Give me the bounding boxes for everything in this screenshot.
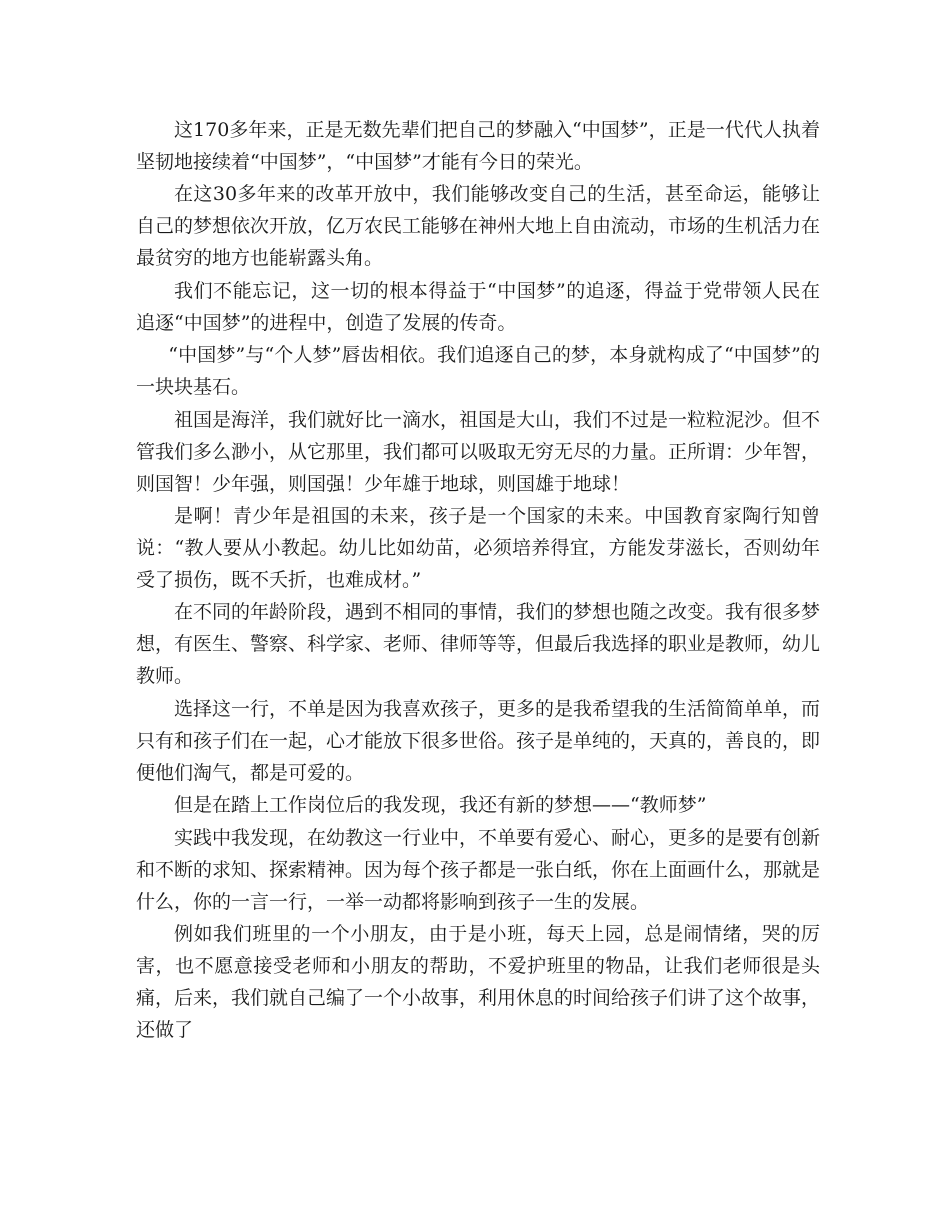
paragraph-9: 但是在踏上工作岗位后的我发现，我还有新的梦想——“教师梦” [174,794,707,817]
paragraph-11: 例如我们班里的一个小朋友，由于是小班，每天上园，总是闹情绪，哭的厉害，也不愿意接受老师和小朋友的帮助，不爱护班里的物品，让我们老师很是头痛，后来，我们就自己编了一个小故事，利用休息的时间给孩子们讲了这个故事，还做了 [136,922,821,1041]
document-body [136,114,820,1046]
paragraph-3: 我们不能忘记，这一切的根本得益于“中国梦”的追逐，得益于党带领人民在追逐“中国梦”的进程中，创造了发展的传奇。 [136,279,820,334]
paragraph-2: 在这30多年来的改革开放中，我们能够改变自己的生活，甚至命运，能够让自己的梦想依次开放，亿万农民工能够在神州大地上自由流动，市场的生机活力在最贫穷的地方也能崭露头角。 [136,183,821,270]
paragraph-4: “中国梦”与“个人梦”唇齿相依。我们追逐自己的梦，本身就构成了“中国梦”的一块块基石。 [136,344,820,399]
paragraph-7: 在不同的年龄阶段，遇到不相同的事情，我们的梦想也随之改变。我有很多梦想，有医生、警察、科学家、老师、律师等等，但最后我选择的职业是教师，幼儿教师。 [136,601,821,688]
paragraph-8: 选择这一行，不单是因为我喜欢孩子，更多的是我希望我的生活简简单单，而只有和孩子们在一起，心才能放下很多世俗。孩子是单纯的，天真的，善良的，即便他们淘气，都是可爱的。 [136,697,821,784]
paragraph-10: 实践中我发现，在幼教这一行业中，不单要有爱心、耐心，更多的是要有创新和不断的求知、探索精神。因为每个孩子都是一张白纸，你在上面画什么，那就是什么，你的一言一行，一举一动都将影响到孩子一生的发展。 [136,826,821,913]
paragraph-1: 这170多年来，正是无数先辈们把自己的梦融入“中国梦”，正是一代代人执着坚韧地接续着“中国梦”，“中国梦”才能有今日的荣光。 [136,119,820,173]
paragraph-6: 是啊！青少年是祖国的未来，孩子是一个国家的未来。中国教育家陶行知曾说：“教人要从小教起。幼儿比如幼苗，必须培养得宜，方能发芽滋长，否则幼年受了损伤，既不夭折，也难成材。” [136,504,820,591]
paragraph-5: 祖国是海洋，我们就好比一滴水，祖国是大山，我们不过是一粒粒泥沙。但不管我们多么渺小，从它那里，我们都可以吸取无穷无尽的力量。正所谓：少年智，则国智！少年强，则国强！少年雄于地球，则国雄于地球！ [136,408,821,495]
